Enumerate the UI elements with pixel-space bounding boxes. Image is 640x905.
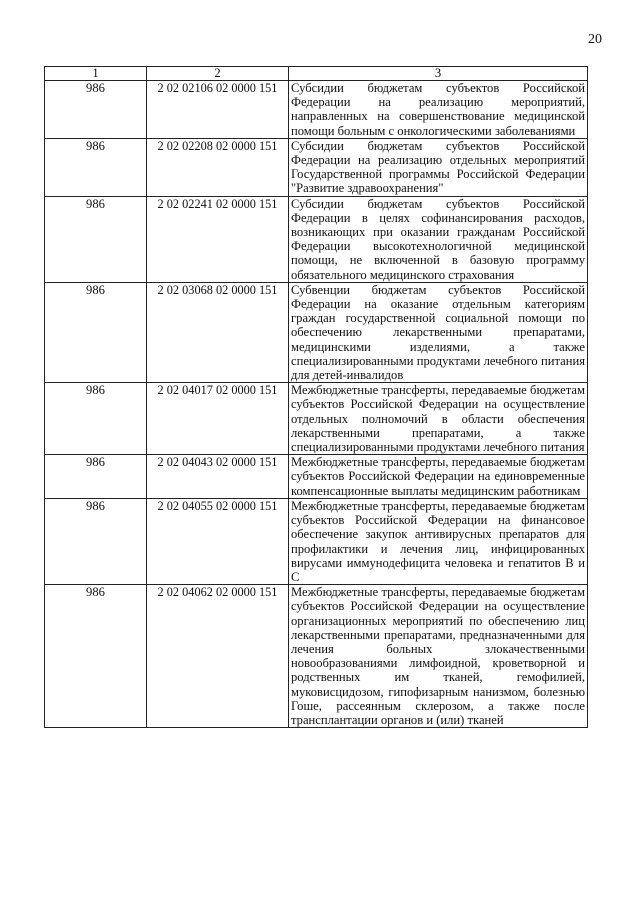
revenue-name-cell: Субсидии бюджетам субъектов Российской Федерации на реализацию отдельных мероприятий Государственной программы Российской Федерации "Развитие здравоохранения" bbox=[289, 138, 588, 196]
table-row bbox=[45, 138, 588, 196]
budget-code-cell: 2 02 04017 02 0000 151 bbox=[147, 383, 289, 455]
table-row bbox=[45, 383, 588, 455]
table-header-row bbox=[45, 67, 588, 81]
table-row bbox=[45, 455, 588, 499]
table-row bbox=[45, 498, 588, 584]
admin-code-cell: 986 bbox=[45, 585, 147, 728]
revenue-name-cell: Субвенции бюджетам субъектов Российской Федерации на оказание отдельным категориям граждан государственной социальной помощи по обеспечению лекарственными препаратами, медицинскими изделиями, а также специализированными продуктами лечебного питания для детей-инвалидов bbox=[289, 282, 588, 382]
admin-code-cell: 986 bbox=[45, 138, 147, 196]
page-number: 20 bbox=[588, 32, 602, 47]
revenue-name-cell: Субсидии бюджетам субъектов Российской Федерации на реализацию мероприятий, направленных на совершенствование медицинской помощи больным с онкологическими заболеваниями bbox=[289, 81, 588, 139]
revenue-name-cell: Межбюджетные трансферты, передаваемые бюджетам субъектов Российской Федерации на осуществление отдельных полномочий в области обеспечения лекарственными препаратами, а также специализированными продуктами лечебного питания bbox=[289, 383, 588, 455]
table-row bbox=[45, 81, 588, 139]
table-row bbox=[45, 282, 588, 382]
admin-code-cell: 986 bbox=[45, 383, 147, 455]
budget-code-cell: 2 02 02106 02 0000 151 bbox=[147, 81, 289, 139]
admin-code-cell: 986 bbox=[45, 455, 147, 499]
revenue-name-cell: Межбюджетные трансферты, передаваемые бюджетам субъектов Российской Федерации на единовременные компенсационные выплаты медицинским работникам bbox=[289, 455, 588, 499]
revenue-name-cell: Межбюджетные трансферты, передаваемые бюджетам субъектов Российской Федерации на финансовое обеспечение закупок антивирусных препаратов для профилактики и лечения лиц, инфицированных вирусами иммунодефицита человека и гепатитов B и C bbox=[289, 498, 588, 584]
table-row bbox=[45, 585, 588, 728]
budget-code-cell: 2 02 04043 02 0000 151 bbox=[147, 455, 289, 499]
budget-codes-table bbox=[44, 66, 588, 728]
admin-code-cell: 986 bbox=[45, 196, 147, 282]
revenue-name-cell: Субсидии бюджетам субъектов Российской Федерации в целях софинансирования расходов, возникающих при оказании гражданам Российской Федерации высокотехнологичной медицинской помощи, не включенной в базовую программу обязательного медицинского страхования bbox=[289, 196, 588, 282]
column-header-3: 3 bbox=[289, 67, 588, 81]
budget-code-cell: 2 02 02208 02 0000 151 bbox=[147, 138, 289, 196]
budget-code-cell: 2 02 04062 02 0000 151 bbox=[147, 585, 289, 728]
budget-code-cell: 2 02 03068 02 0000 151 bbox=[147, 282, 289, 382]
column-header-2: 2 bbox=[147, 67, 289, 81]
admin-code-cell: 986 bbox=[45, 498, 147, 584]
budget-code-cell: 2 02 04055 02 0000 151 bbox=[147, 498, 289, 584]
admin-code-cell: 986 bbox=[45, 81, 147, 139]
admin-code-cell: 986 bbox=[45, 282, 147, 382]
table-row bbox=[45, 196, 588, 282]
column-header-1: 1 bbox=[45, 67, 147, 81]
revenue-name-cell: Межбюджетные трансферты, передаваемые бюджетам субъектов Российской Федерации на осуществление организационных мероприятий по обеспечению лиц лекарственными препаратами, предназначенными для лечения больных злокачественными новообразованиями лимфоидной, кроветворной и родственных им тканей, гемофилией, муковисцидозом, гипофизарным нанизмом, болезнью Гоше, рассеянным склерозом, а также после трансплантации органов и (или) тканей bbox=[289, 585, 588, 728]
budget-code-cell: 2 02 02241 02 0000 151 bbox=[147, 196, 289, 282]
